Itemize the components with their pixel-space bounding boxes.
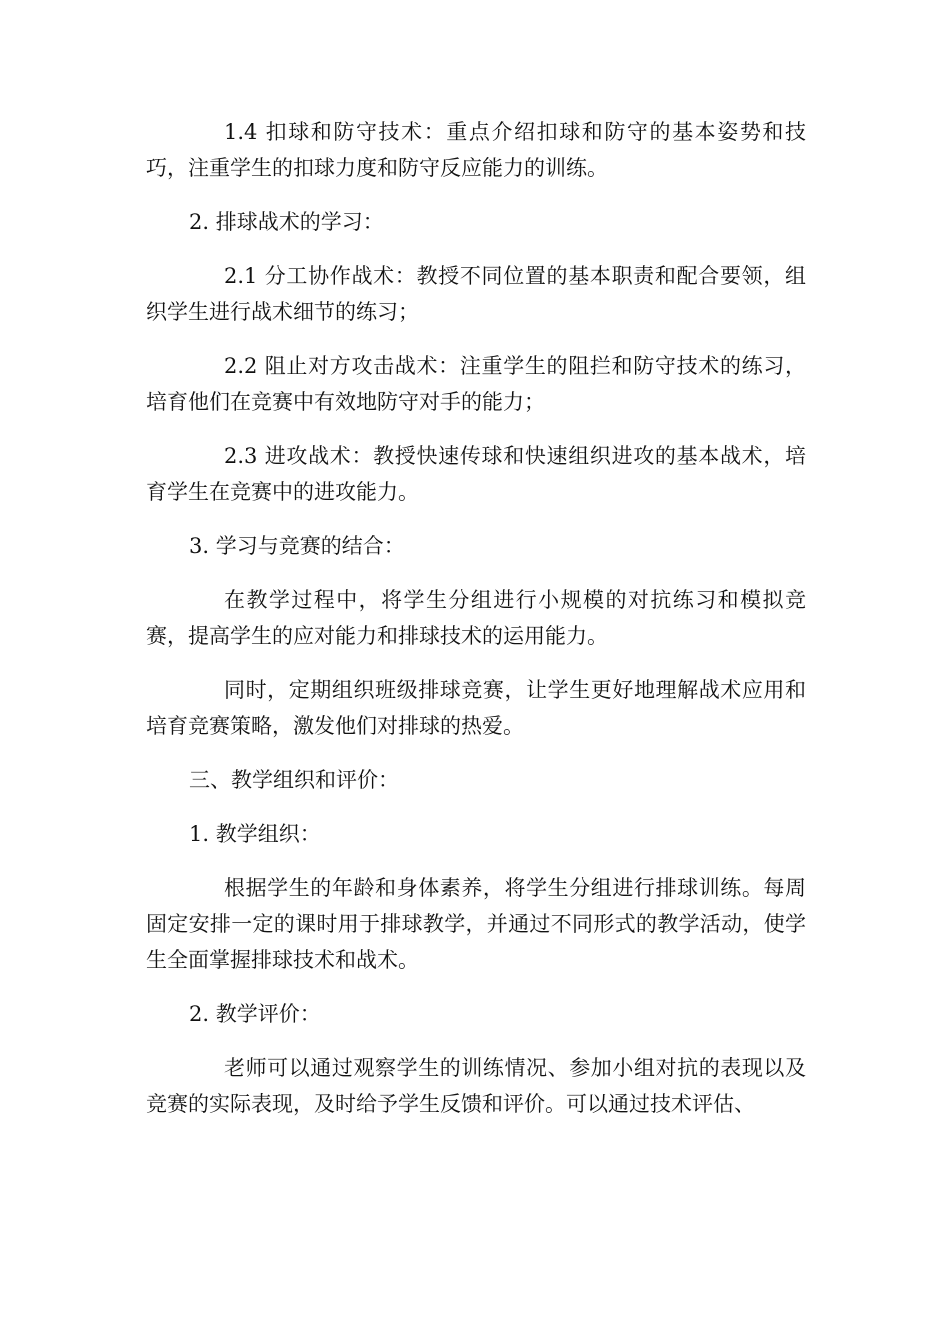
heading-organization-evaluation: 三、教学组织和评价： bbox=[189, 768, 399, 792]
heading-teaching-organization: 1. 教学组织： bbox=[189, 822, 321, 846]
paragraph-organization-detail: 根据学生的年龄和身体素养，将学生分组进行排球训练。每周固定安排一定的课时用于排球教学，并通过不同形式的教学活动，使学生全面掌握排球技术和战术。 bbox=[146, 876, 806, 972]
heading-study-competition: 3. 学习与竞赛的结合： bbox=[189, 534, 405, 558]
paragraph-spike-defense: 1.4 扣球和防守技术：重点介绍扣球和防守的基本姿势和技巧，注重学生的扣球力度和防守反应能力的训练。 bbox=[146, 120, 806, 180]
paragraph-block-tactics: 2.2 阻止对方攻击战术：注重学生的阻拦和防守技术的练习，培育他们在竞赛中有效地防守对手的能力； bbox=[146, 354, 806, 414]
paragraph-class-competition: 同时，定期组织班级排球竞赛，让学生更好地理解战术应用和培育竞赛策略，激发他们对排球的热爱。 bbox=[146, 678, 806, 738]
paragraph-attack-tactics: 2.3 进攻战术：教授快速传球和快速组织进攻的基本战术，培育学生在竞赛中的进攻能力。 bbox=[146, 444, 806, 504]
document-body bbox=[146, 114, 806, 1140]
heading-teaching-evaluation: 2. 教学评价： bbox=[189, 1002, 321, 1026]
heading-volleyball-tactics: 2. 排球战术的学习： bbox=[189, 210, 384, 234]
paragraph-teamwork-tactics: 2.1 分工协作战术：教授不同位置的基本职责和配合要领，组织学生进行战术细节的练习； bbox=[146, 264, 806, 324]
paragraph-evaluation-detail: 老师可以通过观察学生的训练情况、参加小组对抗的表现以及竞赛的实际表现，及时给予学生反馈和评价。可以通过技术评估、 bbox=[146, 1056, 806, 1116]
paragraph-group-practice: 在教学过程中，将学生分组进行小规模的对抗练习和模拟竞赛，提高学生的应对能力和排球技术的运用能力。 bbox=[146, 588, 806, 648]
